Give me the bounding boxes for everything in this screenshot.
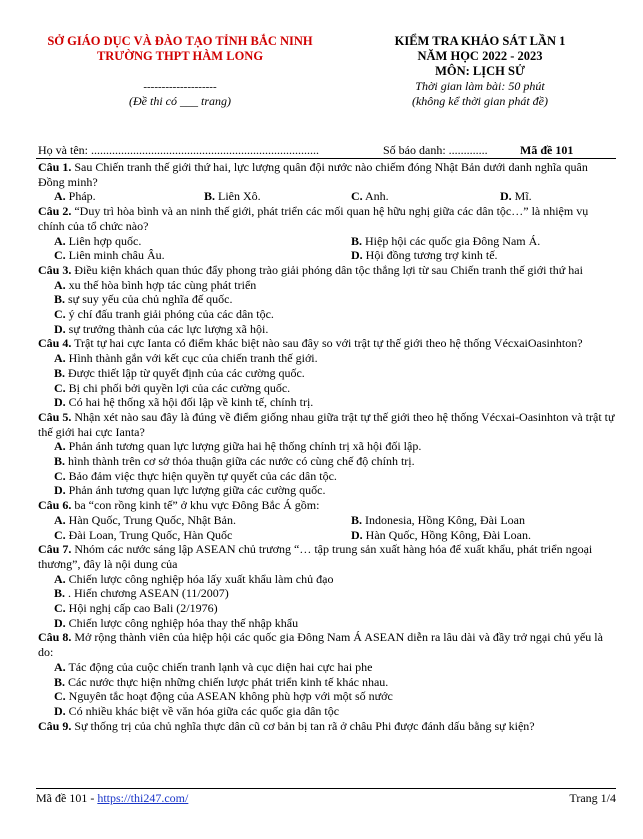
option-b[interactable]: B. . Hiến chương ASEAN (11/2007) [54,586,229,601]
question-number: Câu 3. [38,262,72,277]
question-9 [38,719,616,734]
question-text: ba “con rồng kinh tế” ở khu vực Đông Bắc Á gồm: [74,498,320,513]
option-b[interactable]: B. hình thành trên cơ sở thỏa thuận giữa các nước có cùng chế độ chính trị. [54,454,415,469]
question-5 [38,410,616,439]
pages-note: (Đề thi có ___ trang) [129,94,231,108]
dept-name: SỞ GIÁO DỤC VÀ ĐÀO TẠO TỈNH BẮC NINH [47,34,313,48]
question-text: Điều kiện khách quan thúc đẩy phong trào giải phóng dân tộc thắng lợi từ sau Chiến tranh thế giới thứ hai [74,262,583,277]
option-b[interactable]: B. Được thiết lập từ quyết định của các cường quốc. [54,365,305,380]
option-d[interactable]: D. Chiến lược công nghiệp hóa thay thế nhập khẩu [54,615,299,630]
question-3 [38,263,616,278]
option-d[interactable]: D. Phản ánh tương quan lực lượng giữa các cường quốc. [54,483,326,498]
question-text: Nhóm các nước sáng lập ASEAN chủ trương “… tập trung sản xuất hàng hóa để xuất khẩu, phát triển ngoại thương”, đây là nội dung của [38,542,593,571]
question-number: Câu 6. [38,498,72,513]
option-c[interactable]: C. Bị chi phối bởi quyền lợi của các cường quốc. [54,380,291,395]
question-6-options-row1 [38,513,616,528]
option-b[interactable]: B. sự suy yếu của chủ nghĩa đế quốc. [54,292,233,307]
option-c[interactable]: C. ý chí đấu tranh giải phóng của các dân tộc. [54,306,274,321]
option-b[interactable]: B. Liên Xô. [204,189,261,204]
time-limit: Thời gian làm bài: 50 phút [415,79,545,93]
option-b[interactable]: B. Hiệp hội các quốc gia Đông Nam Á. [351,233,541,248]
option-c[interactable]: C. Liên minh châu Âu. [54,248,165,263]
question-text: Sự thống trị của chủ nghĩa thực dân cũ cơ bản bị tan rã ở châu Phi được đánh dấu bằng sự kiện? [74,718,535,733]
option-c[interactable]: C. Anh. [351,189,389,204]
header-divider [36,158,616,159]
exam-code: Mã đề 101 [520,143,574,157]
header-left [30,34,330,109]
exam-title: KIỂM TRA KHẢO SÁT LẦN 1 [394,34,566,48]
question-2 [38,204,616,233]
question-number: Câu 7. [38,542,72,557]
question-2-options-row2 [38,248,616,263]
option-d[interactable]: D. Có nhiều khác biệt về văn hóa giữa các quốc gia dân tộc [54,703,340,718]
question-text: Trật tự hai cực Ianta có điểm khác biệt nào sau đây so với trật tự thế giới theo hệ thống VécxaiOasinhton? [74,336,583,351]
question-4 [38,336,616,351]
option-a[interactable]: A. Chiến lược công nghiệp hóa lấy xuất khẩu làm chủ đạo [54,571,334,586]
option-b[interactable]: B. Indonesia, Hồng Kông, Đài Loan [351,512,525,527]
candidate-number-label: Số báo danh: ............. [383,143,488,157]
question-1-options [38,189,616,204]
question-number: Câu 9. [38,718,72,733]
option-d[interactable]: D. Mĩ. [500,189,532,204]
question-number: Câu 2. [38,204,72,219]
subject: MÔN: LỊCH SỬ [435,64,525,78]
option-a[interactable]: A. Phản ánh tương quan lực lượng giữa hai hệ thống chính trị xã hội đối lập. [54,439,422,454]
page-number: Trang 1/4 [569,791,616,805]
option-c[interactable]: C. Nguyên tắc hoạt động của ASEAN không phù hợp với một số nước [54,689,393,704]
question-1 [38,160,616,189]
question-text: Sau Chiến tranh thế giới thứ hai, lực lượng quân đội nước nào chiếm đóng Nhật Bản dưới danh nghĩa quân Đồng minh? [38,160,588,189]
question-number: Câu 1. [38,160,72,174]
question-text: Nhận xét nào sau đây là đúng về điểm giống nhau giữa trật tự thế giới theo hệ thống Vécxai-Oasinhton và trật tự thế giới hai cực Ianta? [38,409,615,439]
header-right [345,34,615,109]
question-number: Câu 8. [38,630,72,645]
option-c[interactable]: C. Đài Loan, Trung Quốc, Hàn Quốc [54,527,233,542]
question-7 [38,542,616,571]
question-2-options-row1 [38,234,616,249]
option-d[interactable]: D. Hội đồng tương trợ kinh tế. [351,248,498,263]
option-a[interactable]: A. Hình thành gắn với kết cục của chiến tranh thế giới. [54,351,318,366]
question-6 [38,498,616,513]
question-text: “Duy trì hòa bình và an ninh thế giới, phát triển các mối quan hệ hữu nghị giữa các dân tộc…” là nhiệm vụ chính của tổ chức nào? [38,204,589,233]
option-c[interactable]: C. Bảo đảm việc thực hiện quyền tự quyết của các dân tộc. [54,468,337,483]
option-a[interactable]: A. Tác động của cuộc chiến tranh lạnh và cục diện hai cực hai phe [54,659,373,674]
footer-code: Mã đề 101 - https://thi247.com/ [36,791,189,805]
question-8 [38,630,616,659]
option-d[interactable]: D. sự trưởng thành của các lực lượng xã hội. [54,321,269,336]
question-number: Câu 5. [38,409,72,424]
option-c[interactable]: C. Hội nghị cấp cao Bali (2/1976) [54,601,218,616]
option-a[interactable]: A. Hàn Quốc, Trung Quốc, Nhật Bản. [54,512,236,527]
questions-area [38,160,616,733]
option-b[interactable]: B. Các nước thực hiện những chiến lược phát triển kinh tế khác nhau. [54,674,389,689]
school-year: NĂM HỌC 2022 - 2023 [417,49,543,63]
question-text: Mở rộng thành viên của hiệp hội các quốc gia Đông Nam Á ASEAN diễn ra lâu dài và đầy trở ngại chủ yếu là do: [38,630,603,660]
footer-divider [36,788,616,789]
time-note: (không kể thời gian phát đề) [411,94,549,108]
option-a[interactable]: A. xu thế hòa bình hợp tác cùng phát triển [54,277,257,292]
question-number: Câu 4. [38,336,72,351]
name-field-label: Họ và tên: ............................................................................ [38,143,319,157]
question-6-options-row2 [38,528,616,543]
option-d[interactable]: D. Hàn Quốc, Hồng Kông, Đài Loan. [351,527,531,542]
option-a[interactable]: A. Pháp. [54,189,96,204]
option-d[interactable]: D. Có hai hệ thống xã hội đối lập về kinh tế, chính trị. [54,395,314,410]
student-info-line [38,143,616,159]
school-name: TRƯỜNG THPT HÀM LONG [96,49,264,63]
option-a[interactable]: A. Liên hợp quốc. [54,233,142,248]
header-dashes: -------------------- [143,81,217,93]
footer-link[interactable]: https://thi247.com/ [97,791,189,805]
